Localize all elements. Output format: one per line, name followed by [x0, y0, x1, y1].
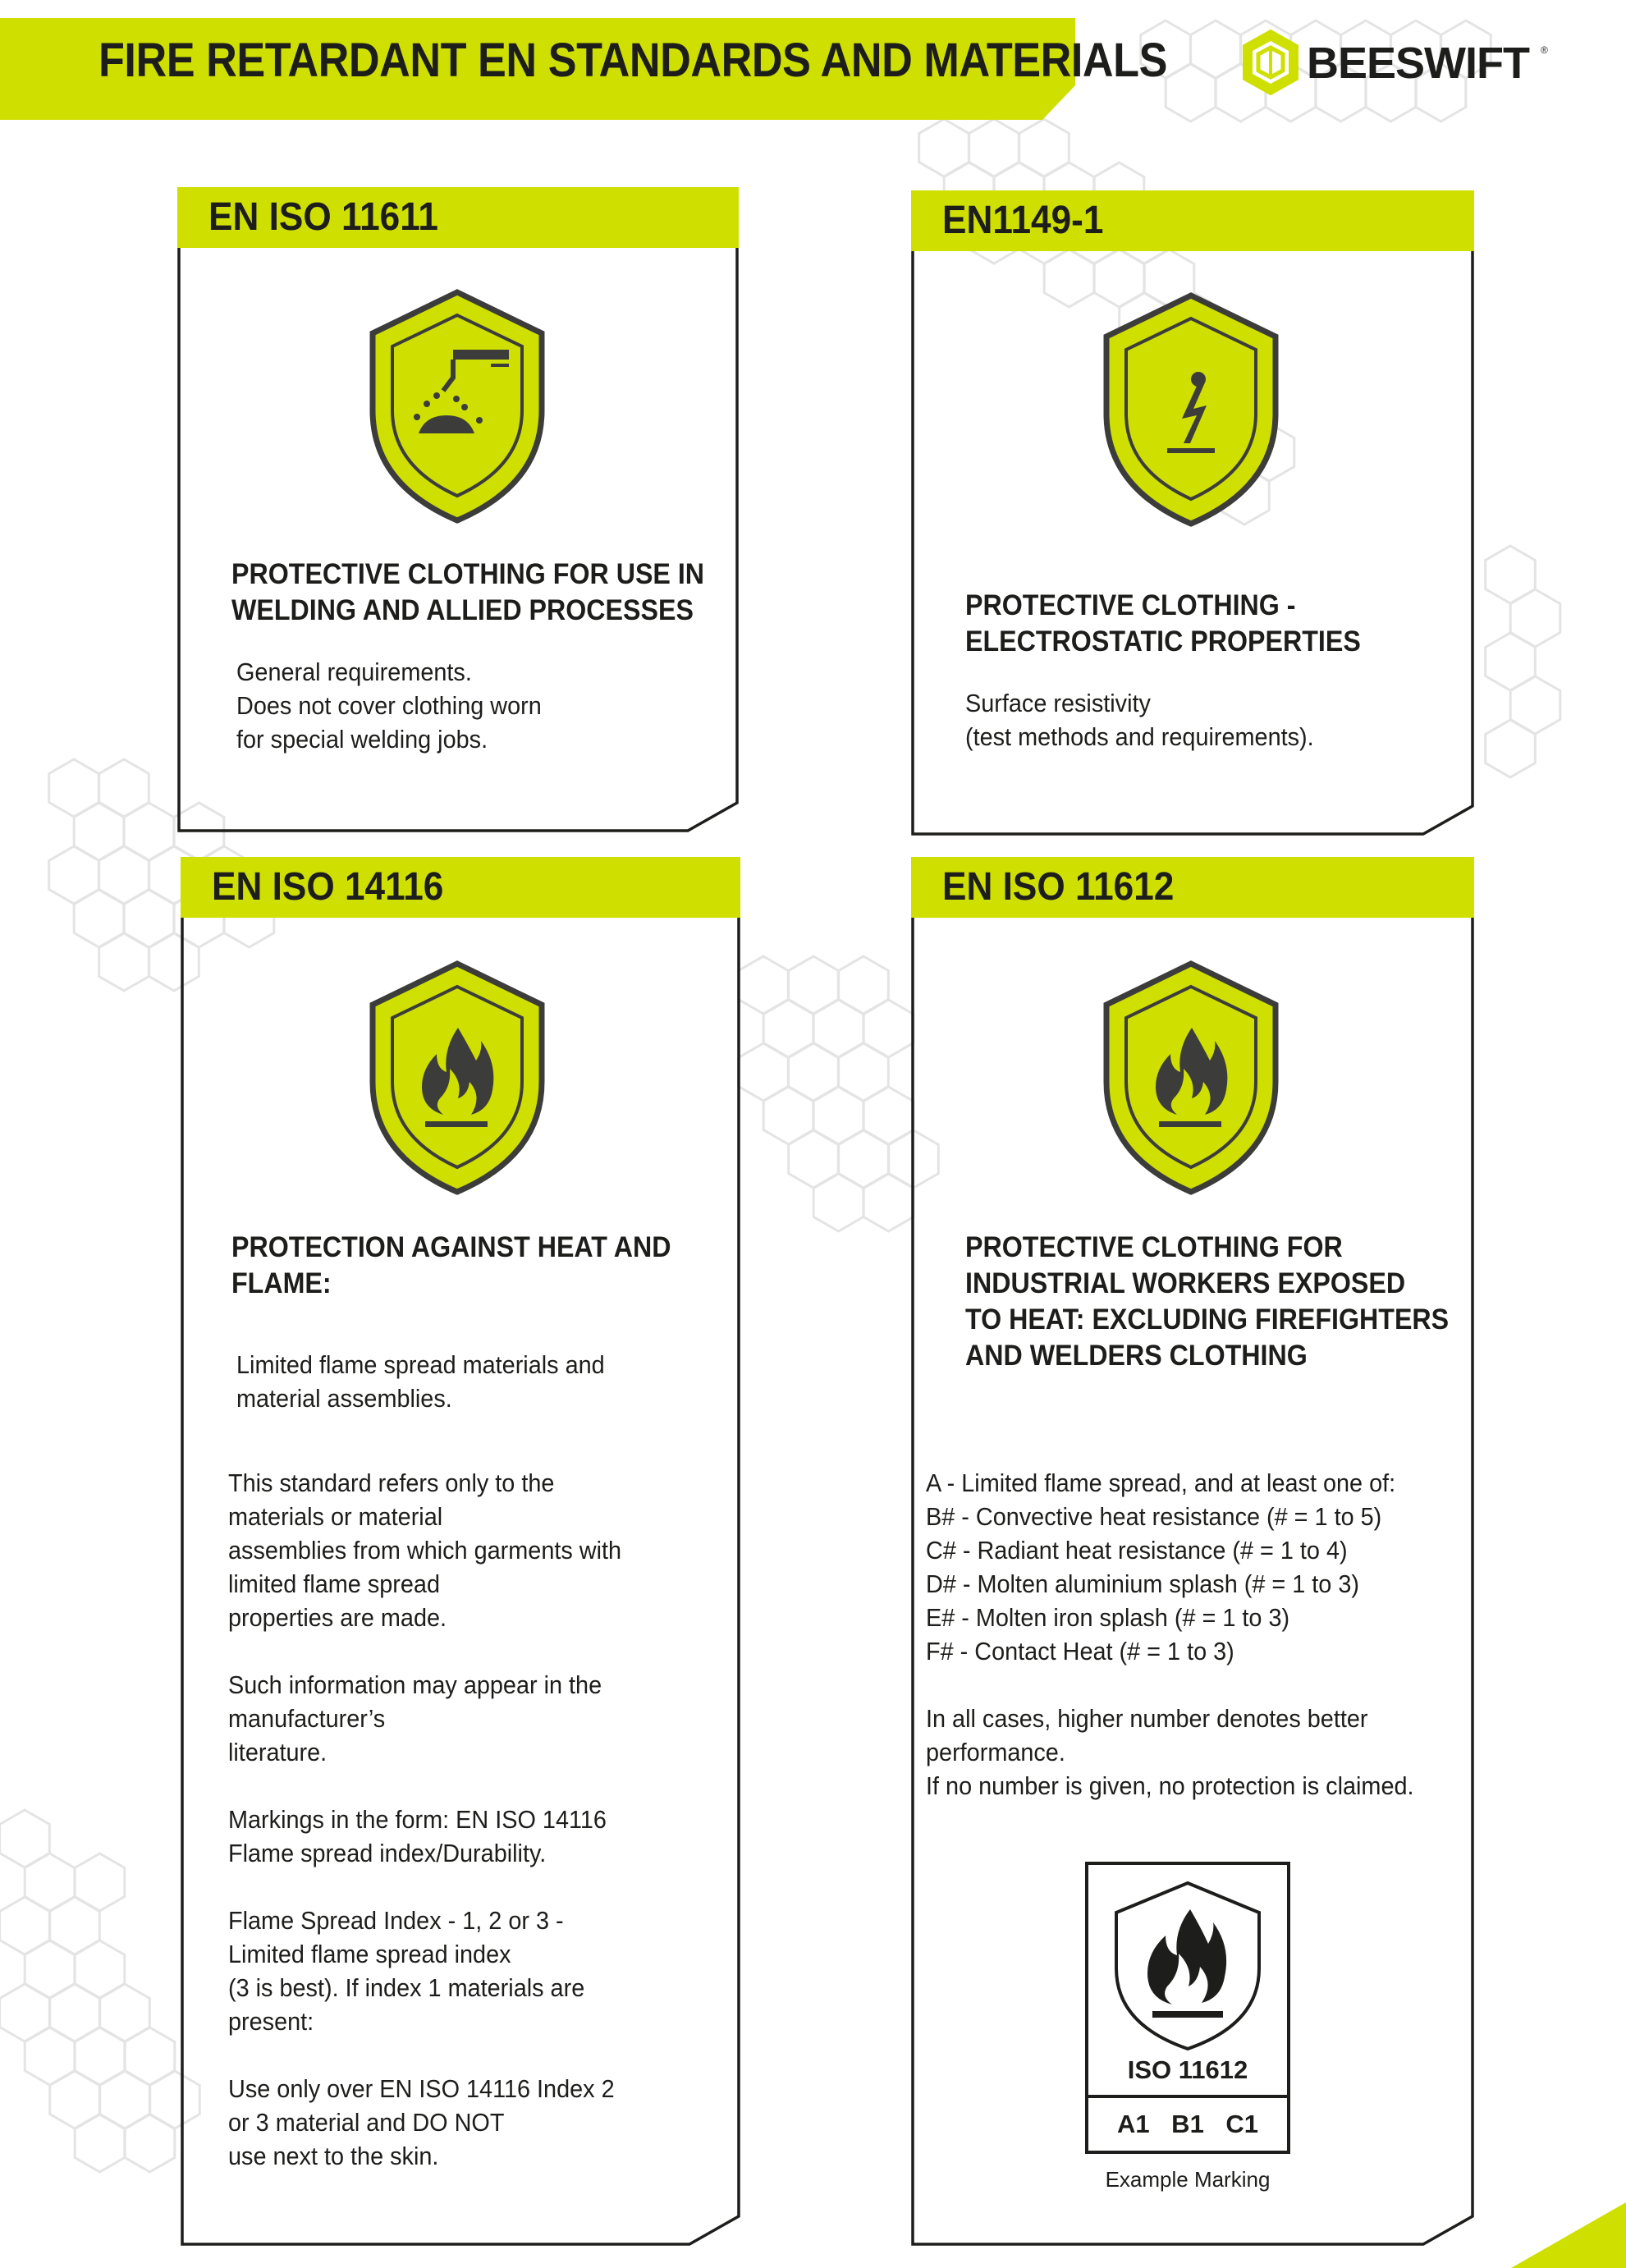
heading-line: PROTECTIVE CLOTHING - — [965, 589, 1296, 621]
card-heading — [231, 557, 704, 629]
page-title: FIRE RETARDANT EN STANDARDS AND MATERIALS — [98, 34, 1167, 87]
card-header — [177, 187, 739, 248]
example-marking-caption: Example Marking — [1105, 2167, 1271, 2192]
flame-shield-icon — [1102, 959, 1280, 1197]
standard-code: EN ISO 14116 — [212, 865, 444, 909]
card-description: Surface resistivity (test methods and requirements). — [965, 689, 1314, 751]
brand-name: BEESWIFT — [1307, 39, 1529, 88]
card-header — [181, 857, 740, 918]
heading-line: PROTECTIVE CLOTHING FOR USE IN — [231, 558, 705, 590]
standard-code: EN1149-1 — [942, 199, 1104, 242]
flame-shield-icon — [368, 959, 547, 1197]
standard-code: EN ISO 11611 — [208, 195, 438, 239]
heading-line: FLAME: — [231, 1267, 332, 1299]
card-heading — [231, 1230, 671, 1302]
electrostatic-shield-icon — [1102, 291, 1280, 529]
heading-line: INDUSTRIAL WORKERS EXPOSED — [965, 1267, 1406, 1299]
card-heading — [965, 588, 1361, 660]
card-body-text: A - Limited flame spread, and at least one of: B# - Convective heat resistance (# = 1 to 5) C# - Radiant heat resistance (# = 1 to 4) D# - Molten aluminium splash (# = 1 to 3) E# - Molten iron splash (# = 1 to 3) F# - Contact Heat (# = 1 to 3) In all cases, higher number denotes better performance. If no number is given, no protection is claimed. — [926, 1468, 1414, 1800]
card-header — [911, 190, 1474, 251]
card-description: General requirements. Does not cover clothing worn for special welding jobs. — [236, 657, 542, 754]
heading-line: PROTECTION AGAINST HEAT AND — [231, 1231, 671, 1263]
welding-shield-icon — [368, 287, 547, 525]
standard-code: EN ISO 11612 — [942, 865, 1175, 909]
card-header — [911, 857, 1474, 918]
marking-standard-code: ISO 11612 — [1127, 2055, 1248, 2084]
card-body-text: This standard refers only to the materials or material assemblies from which garments with limited flame spread properties are made. Such information may appear in the manufacturer’s literature. Markings in the form: EN ISO 14116 Flame spread index/Durability. Flame Spread Index - 1, 2 or 3 - Limited flame spread index (3 is best). If index 1 materials are present: Use only over EN ISO 14116 Index 2 or 3 material and DO NOT use next to the skin. — [228, 1468, 622, 2170]
card-heading — [965, 1230, 1449, 1374]
heading-line: TO HEAT: EXCLUDING FIREFIGHTERS — [965, 1304, 1450, 1336]
heading-line: ELECTROSTATIC PROPERTIES — [965, 625, 1361, 657]
registered-mark: ® — [1541, 44, 1548, 56]
flame-shield-outline-icon — [1111, 1880, 1264, 2052]
heading-line: AND WELDERS CLOTHING — [965, 1340, 1308, 1372]
card-description: Limited flame spread materials and material assemblies. — [236, 1350, 605, 1413]
example-marking-label — [1085, 1862, 1290, 2154]
heading-line: WELDING AND ALLIED PROCESSES — [231, 594, 694, 626]
marking-performance-levels: A1 B1 C1 — [1088, 2095, 1287, 2154]
heading-line: PROTECTIVE CLOTHING FOR — [965, 1231, 1343, 1263]
